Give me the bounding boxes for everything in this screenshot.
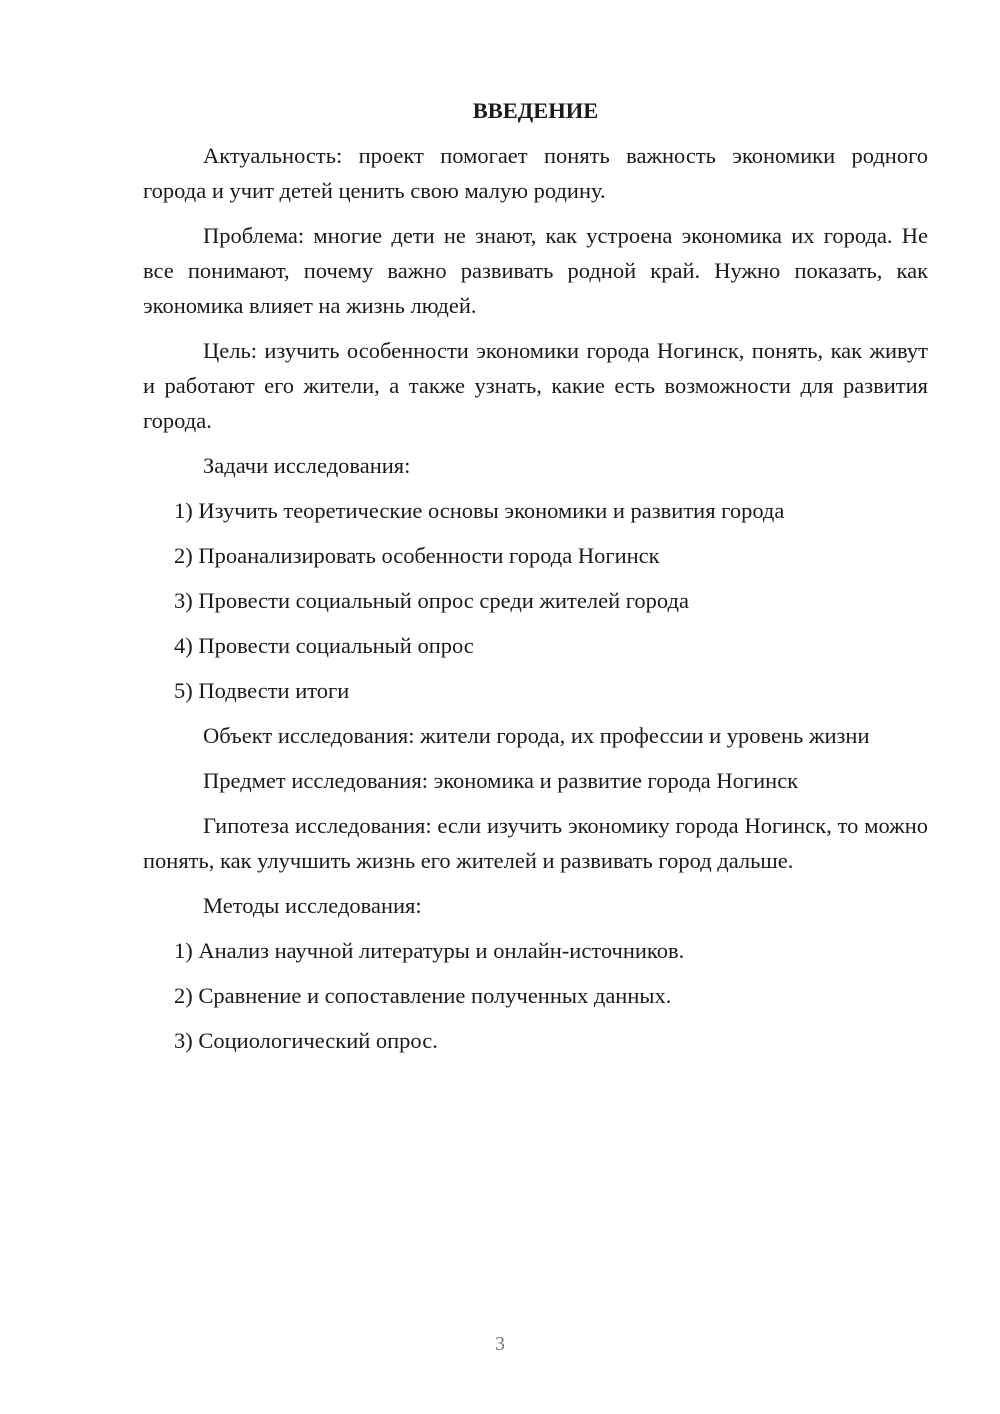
task-item: 1) Изучить теоретические основы экономики и развития города (174, 498, 785, 523)
goal-paragraph: Цель: изучить особенности экономики города Ногинск, понять, как живут и работают его жители, а также узнать, какие есть возможности для развития города. (143, 338, 928, 433)
page-content (143, 96, 928, 1068)
methods-heading: Методы исследования: (203, 893, 422, 918)
task-item: 3) Провести социальный опрос среди жителей города (174, 588, 689, 613)
method-item: 3) Социологический опрос. (174, 1028, 438, 1053)
hypothesis-paragraph: Гипотеза исследования: если изучить экономику города Ногинск, то можно понять, как улучшить жизнь его жителей и развивать город дальше. (143, 813, 928, 873)
task-item: 4) Провести социальный опрос (174, 633, 474, 658)
task-item: 5) Подвести итоги (174, 678, 350, 703)
object-paragraph: Объект исследования: жители города, их профессии и уровень жизни (203, 723, 870, 748)
tasks-heading: Задачи исследования: (203, 453, 411, 478)
page-title: ВВЕДЕНИЕ (472, 98, 599, 123)
relevance-paragraph: Актуальность: проект помогает понять важность экономики родного города и учит детей ценить свою малую родину. (143, 143, 928, 203)
subject-paragraph: Предмет исследования: экономика и развитие города Ногинск (203, 768, 799, 793)
page-number: 3 (495, 1333, 505, 1355)
task-item: 2) Проанализировать особенности города Ногинск (174, 543, 660, 568)
method-item: 2) Сравнение и сопоставление полученных данных. (174, 983, 672, 1008)
problem-paragraph: Проблема: многие дети не знают, как устроена экономика их города. Не все понимают, почему важно развивать родной край. Нужно показать, как экономика влияет на жизнь людей. (143, 223, 928, 318)
method-item: 1) Анализ научной литературы и онлайн-источников. (174, 938, 685, 963)
